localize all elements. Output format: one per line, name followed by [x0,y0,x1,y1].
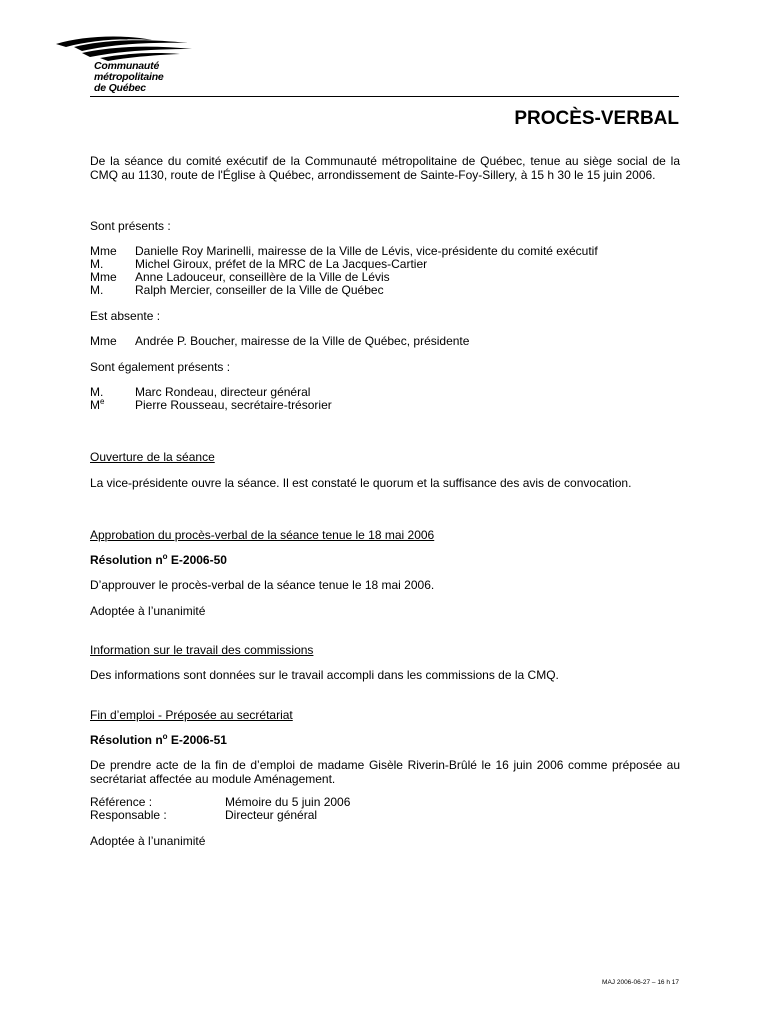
resolution-heading-e-2006-50: Résolution $n^o$ E-2006-50 [90,552,227,567]
section-commissions-body: Des informations sont données sur le travail accompli dans les commissions de la CMQ. [90,668,559,682]
staff-title: Me [90,397,105,412]
adopted-text: Adoptée à l’unanimité [90,834,206,848]
absentee-name: Andrée P. Boucher, mairesse de la Ville de Québec, présidente [135,334,470,348]
responsible-label: Responsable : [90,808,167,822]
logo-text-line-2: métropolitaine [94,71,164,83]
attendee-name: Michel Giroux, préfet de la MRC de La Jacques-Cartier [135,257,428,271]
document-title: PROCÈS-VERBAL [514,108,679,129]
resolution-body-e-2006-50: D’approuver le procès-verbal de la séance tenue le 18 mai 2006. [90,578,435,592]
staff-name: Pierre Rousseau, secrétaire-trésorier [135,398,332,412]
header-divider [90,96,679,97]
section-heading-commissions: Information sur le travail des commissions [90,643,314,657]
attendee-title: M. [90,283,104,297]
also-present-heading: Sont également présents : [90,360,231,374]
section-heading-opening: Ouverture de la séance [90,450,215,464]
attendee-title: Mme [90,244,117,258]
cmq-logo [52,34,197,98]
absent-heading: Est absente : [90,309,161,323]
resolution-heading-e-2006-51: Résolution $n^o$ E-2006-51 [90,732,227,747]
reference-label: Référence : [90,795,153,809]
logo-text-line-1: Communauté [94,60,160,72]
attendee-title: M. [90,257,104,271]
attendee-name: Ralph Mercier, conseiller de la Ville de Québec [135,283,384,297]
page-footer-timestamp: MAJ 2006-06-27 – 16 h 17 [602,979,679,986]
resolution-body-e-2006-51: De prendre acte de la fin de d’emploi de madame Gisèle Riverin-Brûlé le 16 juin 2006 comme préposée au secrétariat affectée au module Aménagement. [90,758,680,786]
staff-title: M. [90,385,104,399]
attendee-name: Anne Ladouceur, conseillère de la Ville de Lévis [135,270,390,284]
intro-paragraph: De la séance du comité exécutif de la Communauté métropolitaine de Québec, tenue au siège social de la CMQ au 1130, route de l'Église à Québec, arrondissement de Sainte-Foy-Sillery, à 15 h 30 le 15 juin 2006. [90,154,680,182]
present-heading: Sont présents : [90,219,171,233]
adopted-text: Adoptée à l’unanimité [90,604,206,618]
attendee-title: Mme [90,270,117,284]
staff-name: Marc Rondeau, directeur général [135,385,311,399]
absentee-title: Mme [90,334,117,348]
logo-text-line-3: de Québec [94,82,146,94]
section-heading-end-of-employment: Fin d’emploi - Préposée au secrétariat [90,708,293,722]
section-opening-body: La vice-présidente ouvre la séance. Il est constaté le quorum et la suffisance des avis de convocation. [90,476,632,490]
reference-value: Mémoire du 5 juin 2006 [225,795,351,809]
attendee-name: Danielle Roy Marinelli, mairesse de la Ville de Lévis, vice-présidente du comité exécutif [135,244,598,258]
responsible-value: Directeur général [225,808,318,822]
section-heading-approval: Approbation du procès-verbal de la séance tenue le 18 mai 2006 [90,528,435,542]
